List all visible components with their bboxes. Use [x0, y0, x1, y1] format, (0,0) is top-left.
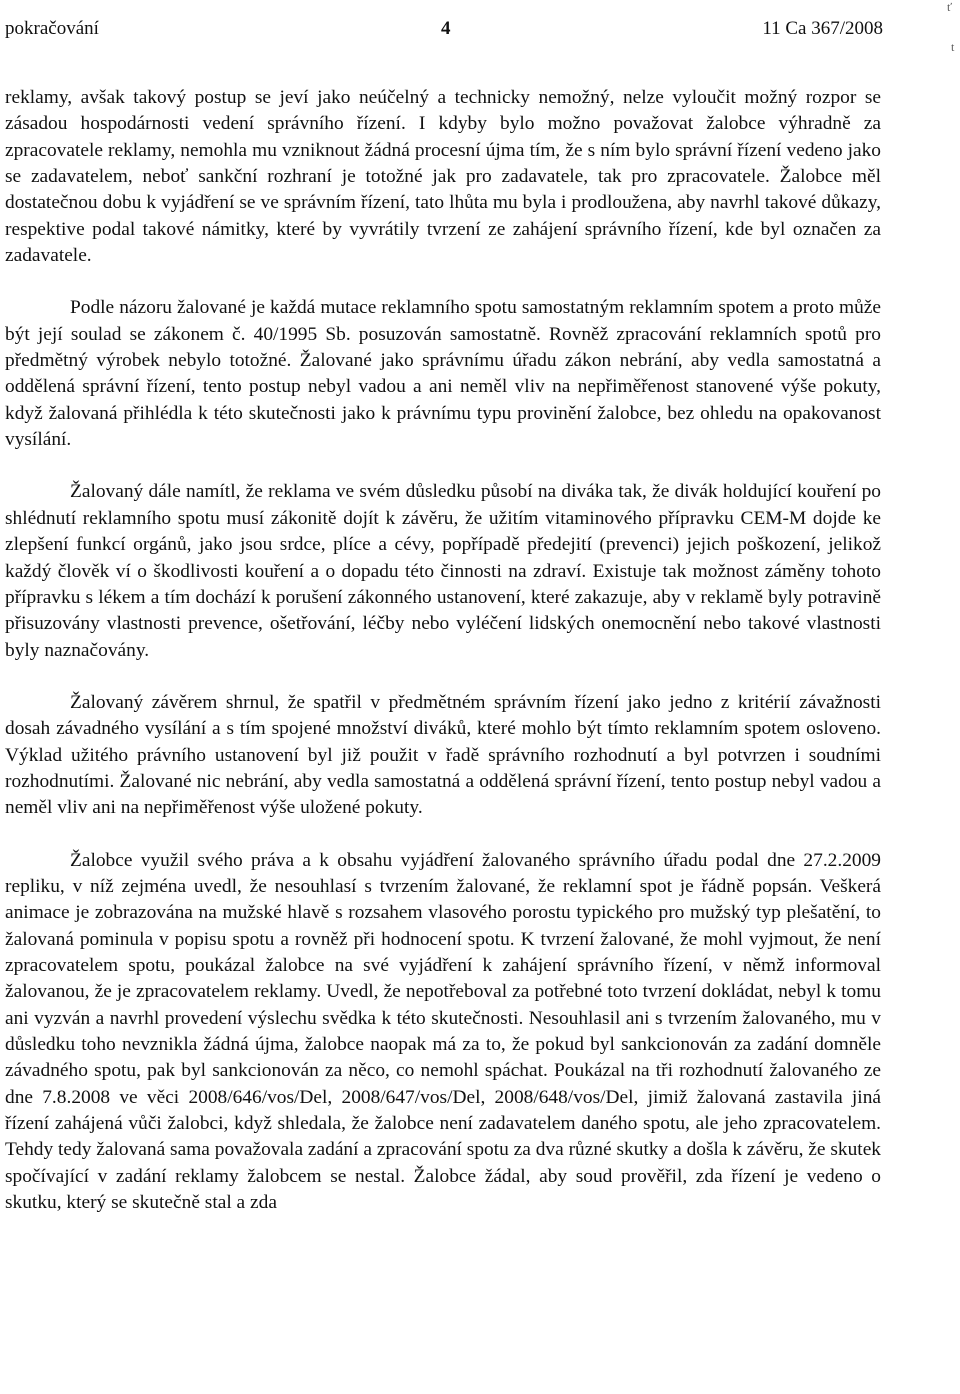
paragraph-1: reklamy, avšak takový postup se jeví jako neúčelný a technicky nemožný, nelze vyloučit možný rozpor se zásadou hospodárnosti vedení správního řízení. I kdyby bylo možno považovat žalobce výhradně za zpracovatele reklamy, nemohla mu vzniknout žádná procesní újma tím, že s ním bylo správní řízení vedeno jako se zadavatelem, neboť sankční rozhraní je totožné jak pro zadavatele, tak pro zpracovatele. Žalobce měl dostatečnou dobu k vyjádření se ve správním řízení, tato lhůta mu byla i prodloužena, aby navrhl takové důkazy, respektive podal takové námitky, které by vyvrátily tvrzení ze zahájení správního řízení, kde byl označen za zadavatele.	[5, 87, 881, 267]
continuation-label: pokračování	[5, 18, 99, 39]
margin-mark-side: t	[951, 40, 955, 54]
margin-mark-top: ť	[947, 0, 953, 14]
paragraph-4: Žalovaný závěrem shrnul, že spatřil v předmětném správním řízení jako jedno z kritérií závažnosti dosah závadného vysílání a s tím spojené množství diváků, které mohlo být tímto reklamním spotem osloveno. Výklad užitého právního ustanovení byl již použit v řadě správního rozhodnutí a byl potvrzen i soudními rozhodnutími. Žalované nic nebrání, aby vedla samostatná a oddělená správní řízení, tento postup nebyl vadou a neměl vliv ani na nepřiměřenost výše uložené pokuty.	[5, 691, 881, 819]
case-number: 11 Ca 367/2008	[762, 18, 883, 39]
paragraph-2: Podle názoru žalované je každá mutace reklamního spotu samostatným reklamním spotem a proto může být její soulad se zákonem č. 40/1995 Sb. posuzován samostatně. Rovněž zpracování reklamních spotů pro předmětný výrobek nebylo totožné. Žalované jako správnímu úřadu zákon nebrání, aby vedla samostatná a oddělená správní řízení, tento postup nebyl vadou a ani neměl vliv na nepřiměřenost stanovené výše pokuty, když žalovaná přihlédla k této skutečnosti jako k právnímu typu provinění žalobce, bez ohledu na opakovanost vysílání.	[5, 297, 881, 451]
paragraph-5: Žalobce využil svého práva a k obsahu vyjádření žalovaného správního úřadu podal dne 27.2.2009 repliku, v níž zejména uvedl, že nesouhlasí s tvrzením žalované, že reklamní spot je řádně popsán. Veškerá animace je zobrazována na mužské hlavě s rozsahem vlasového porostu typického pro mužský typ plešatění, to žalovaná pominula v popisu spotu a rovněž při hodnocení spotu. K tvrzení žalované, že mohl vyjmout, že není zpracovatelem spotu, poukázal žalobce na své vyjádření k zahájení správního řízení, v němž informoval žalovanou, že je zpracovatelem reklamy. Uvedl, že nepotřeboval za potřebné toto tvrzení dokládat, nebyl k tomu ani vyzván a navrhl provedení výslechu svědka k této skutečnosti. Nesouhlasil ani s tvrzením žalovaného, mu v důsledku toho nevznikla žádná újma, žalobce naopak má za to, že pokud byl sankcionován za zadání domněle závadného spotu, pak byl sankcionován za něco, co nemohl spáchat. Poukázal na tři rozhodnutí žalovaného ze dne 7.8.2008 ve věci 2008/646/vos/Del, 2008/647/vos/Del, 2008/648/vos/Del, jimiž žalovaná zastavila jiná řízení zahájená vůči žalobci, když shledala, že žalobce není zadavatelem daného spotu, ale jeho zpracovatelem. Tehdy tedy žalovaná sama považovala zadání a zpracování spotu za dva různé skutky a došla k závěru, že skutek spočívající v zadání reklamy žalobcem se nestal. Žalobce žádal, aby soud prověřil, zda řízení je vedeno o skutku, který se skutečně stal a zda	[5, 849, 881, 1214]
page-number: 4	[441, 18, 451, 39]
paragraph-3: Žalovaný dále namítl, že reklama ve svém důsledku působí na diváka tak, že divák holdující kouření po shlédnutí reklamního spotu musí zákonitě dojít k závěru, že užitím vitaminového přípravku CEM-M dojde ke zlepšení funkcí orgánů, jako jsou srdce, plíce a cévy, popřípadě předejití (prevenci) jejich poškození, jelikož každý člověk ví o škodlivosti kouření a o dopadu této činnosti na zdraví. Existuje tak možnost záměny tohoto přípravku s lékem a tím dochází k porušení zákonného ustanovení, které zakazuje, aby v reklamě byly potravině přisuzovány vlastnosti prevence, ošetřování, léčby nebo vyléčení lidských onemocnění nebo takové vlastnosti byly naznačovány.	[5, 481, 881, 661]
page-header	[5, 18, 883, 44]
document-body	[5, 85, 881, 1216]
